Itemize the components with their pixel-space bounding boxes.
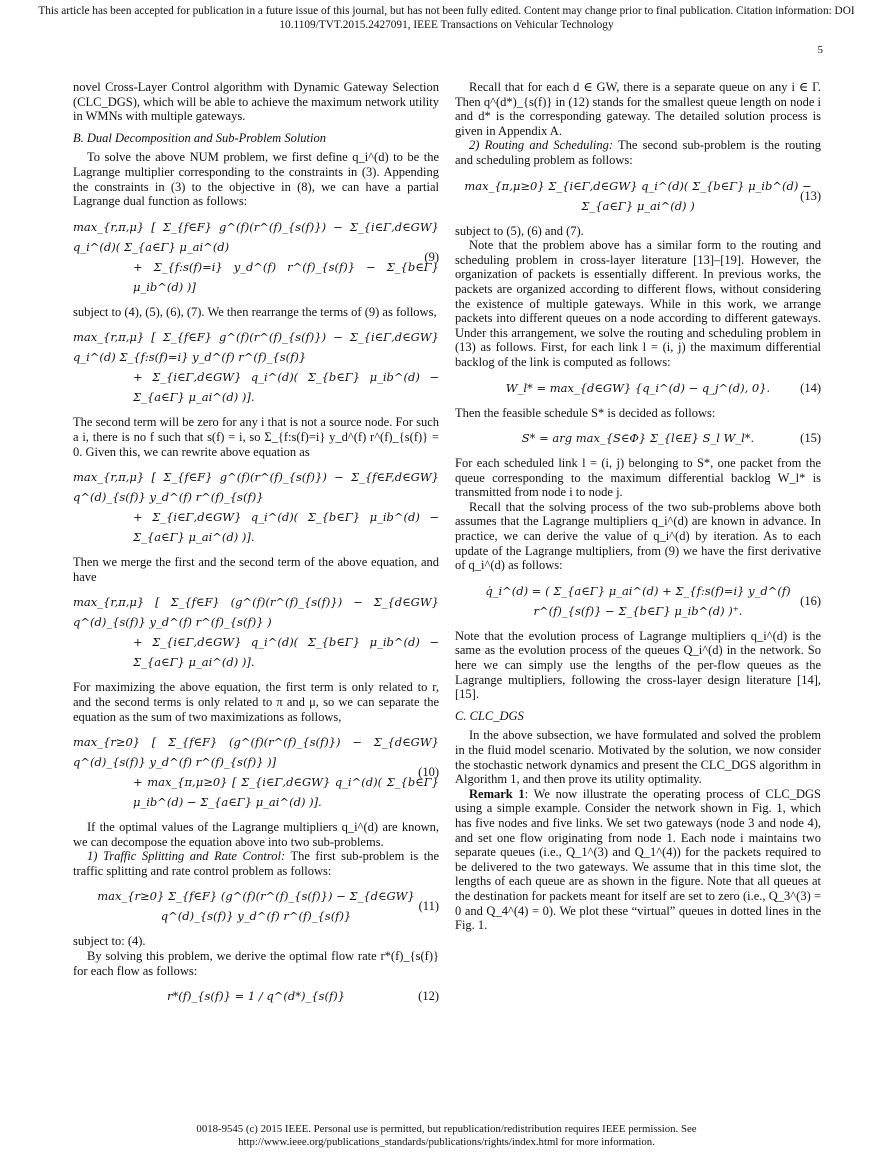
equation-number: (10) [418,765,439,780]
equation-11 [73,886,439,926]
equation-16 [455,581,821,621]
equation-line: W_l* = max_{d∈GW} {q_i^(d) − q_j^(d), 0}. [505,380,771,395]
paragraph-text: The second sub-problem is the routing and scheduling problem as follows: [455,138,821,167]
equation-line: max_{r≥0} [ Σ_{f∈F} (g^(f)(r^(f)_{s(f)}) − Σ_{d∈GW} q^(d)_{s(f)} y_d^(f) r^(f)_{s(f)} )] [73,735,439,770]
footer-line-2: http://www.ieee.org/publications_standards/publications/rights/index.html for more information. [238,1136,655,1148]
paragraph: Note that the evolution process of Lagrange multipliers q_i^(d) is the same as the evolution process of the queues Q_i^(d) in the network. So here we can simply use the lengths of the per-flow queues as the Lagrange multipliers, following the cross-layer design literature [14], [15]. [455,628,821,702]
remark-label: Remark 1 [469,786,525,801]
equation-line: + Σ_{i∈Γ,d∈GW} q_i^(d)( Σ_{b∈Γ} μ_ib^(d) − Σ_{a∈Γ} μ_ai^(d) )]. [133,510,439,545]
paragraph: novel Cross-Layer Control algorithm with Dynamic Gateway Selection (CLC_DGS), which will be able to achieve the maximum network utility in WMNs with multiple gateways. [73,80,439,124]
equation-number: (13) [800,188,821,203]
paragraph: If the optimal values of the Lagrange multipliers q_i^(d) are known, we can decompose the equation above into two sub-problems. [73,820,439,849]
paragraph: Note that the problem above has a similar form to the routing and scheduling problem in cross-layer literature [13]–[19]. However, the organization of packets is essentially different. In previous works, the packets are organized according to different flows, without considering the existence of multiple gateways. While in this work, we arrange packets into different queues on a node according to different gateways. Under this arrangement, we solve the routing and scheduling problem in (13) as follows. First, for each link l = (i, j) the maximum differential backlog of the link is computed as follows: [455,238,821,369]
paragraph: In the above subsection, we have formulated and solved the problem in the fluid model scenario. Motivated by the solution, we now consider the stochastic network dynamics and present the CLC_DGS algorithm in Algorithm 1, and then prove its utility optimality. [455,728,821,787]
equation-line: + Σ_{i∈Γ,d∈GW} q_i^(d)( Σ_{b∈Γ} μ_ib^(d) − Σ_{a∈Γ} μ_ai^(d) )]. [133,370,439,405]
page-number: 5 [817,44,823,56]
equation-12 [73,986,439,1006]
subsection-heading: 1) Traffic Splitting and Rate Control: [87,849,286,864]
equation-line: max_{r,π,μ} [ Σ_{f∈F} g^(f)(r^(f)_{s(f)}) − Σ_{f∈F,d∈GW} q^(d)_{s(f)} y_d^(f) r^(f)_{s(f)} [73,470,439,505]
equation-line: max_{r,π,μ} [ Σ_{f∈F} (g^(f)(r^(f)_{s(f)}) − Σ_{d∈GW} q^(d)_{s(f)} y_d^(f) r^(f)_{s(f)} ) [73,595,439,630]
equation-line: max_{r,π,μ} [ Σ_{f∈F} g^(f)(r^(f)_{s(f)}) − Σ_{i∈Γ,d∈GW} q_i^(d)( Σ_{a∈Γ} μ_ai^(d) [73,219,439,254]
paragraph: To solve the above NUM problem, we first define q_i^(d) to be the Lagrange multiplier corresponding to the constraints in (3). Appending the constraints in (3) to the objective in (8), we can have a partial Lagrange dual function as follows: [73,150,439,209]
equation-number: (15) [800,431,821,446]
paragraph [455,787,821,933]
equation-number: (12) [418,989,439,1004]
right-column [455,80,821,933]
equation-number: (16) [800,593,821,608]
equation-number: (9) [424,249,439,264]
paragraph: The second term will be zero for any i that is not a source node. For such a i, there is no f such that s(f) = i, so Σ_{f:s(f)=i} y_d^(f) r^(f)_{s(f)} = 0. Given this, we can rewrite above equation as [73,415,439,459]
equation-15 [455,428,821,448]
equation-unnumbered [73,467,439,547]
left-column [73,80,439,1014]
paragraph-text: : We now illustrate the operating process of CLC_DGS using a simple example. Consider the network shown in Fig. 1, which has five nodes and five links. We set two gateways (node 3 and node 4), and set one flow originating from node 1. Each node i maintains two separate queues (i.e., Q_1^(3) and Q_1^(4)) for the packets required to be delivered to the two gateways. We assume that in this time slot, the lengths of each queue are as shown in the figure. Note that all queues at the destination for packets meant for itself are set to zero (i.e., Q_3^(3) = 0 and Q_4^(4) = 0). We plot these “virtual” queues in dotted lines in the Fig. 1. [455,786,821,933]
equation-line: max_{r≥0} Σ_{f∈F} (g^(f)(r^(f)_{s(f)}) − Σ_{d∈GW} q^(d)_{s(f)} y_d^(f) r^(f)_{s(f)} [97,889,415,924]
equation-line: r*(f)_{s(f)} = 1 / q^(d*)_{s(f)} [166,989,346,1004]
journal-notice [10,4,883,32]
subsection-heading: 2) Routing and Scheduling: [469,138,614,153]
equation-line: + Σ_{f:s(f)=i} y_d^(f) r^(f)_{s(f)} − Σ_{b∈Γ} μ_ib^(d) )] [133,259,439,294]
paragraph: Recall that the solving process of the two sub-problems above both assumes that the Lagrange multipliers q_i^(d) are known in advance. In practice, we can derive the value of q_i^(d) by iteration. As to each update of the Lagrange multipliers, from (9) we have the first derivative of q_i^(d) as follows: [455,499,821,573]
paragraph: subject to: (4). [73,934,146,949]
paragraph: Then we merge the first and the second term of the above equation, and have [73,555,439,584]
equation-line: max_{π,μ≥0} Σ_{i∈Γ,d∈GW} q_i^(d)( Σ_{b∈Γ} μ_ib^(d) − Σ_{a∈Γ} μ_ai^(d) ) [464,178,812,213]
section-heading-c: C. CLC_DGS [455,708,524,723]
paragraph: subject to (4), (5), (6), (7). We then rearrange the terms of (9) as follows, [73,304,437,319]
equation-number: (14) [800,380,821,395]
paragraph [455,138,821,167]
equation-14 [455,378,821,398]
paragraph: For each scheduled link l = (i, j) belonging to S*, one packet from the queue corresponding to the maximum differential backlog W_l* is transmitted from node i to node j. [455,456,821,500]
equation-line: + Σ_{i∈Γ,d∈GW} q_i^(d)( Σ_{b∈Γ} μ_ib^(d) − Σ_{a∈Γ} μ_ai^(d) )]. [133,635,439,670]
paragraph: Then the feasible schedule S* is decided as follows: [455,405,716,420]
equation-number: (11) [418,899,439,914]
notice-line-2: 10.1109/TVT.2015.2427091, IEEE Transactions on Vehicular Technology [279,19,614,31]
equation-line: + max_{π,μ≥0} [ Σ_{i∈Γ,d∈GW} q_i^(d)( Σ_{b∈Γ} μ_ib^(d) − Σ_{a∈Γ} μ_ai^(d) )]. [133,775,439,810]
paragraph: Recall that for each d ∈ GW, there is a separate queue on any i ∈ Γ. Then q^(d*)_{s(f)} in (12) stands for the smallest queue length on node i and d* is the corresponding gateway. The detailed solution process is given in Appendix A. [455,80,821,138]
equation-13 [455,176,821,216]
equation-10 [73,732,439,812]
equation-unnumbered [73,327,439,407]
section-heading-b: B. Dual Decomposition and Sub-Problem Solution [73,130,326,145]
equation-line: S* = arg max_{S∈Φ} Σ_{l∈E} S_l W_l*. [521,431,755,446]
paragraph [73,849,439,878]
notice-line-1: This article has been accepted for publication in a future issue of this journal, but has not been fully edited. Content may change prior to final publication. Citation information: DOI [38,5,855,17]
equation-unnumbered [73,592,439,672]
paragraph: By solving this problem, we derive the optimal flow rate r*(f)_{s(f)} for each flow as follows: [73,949,439,978]
equation-line: max_{r,π,μ} [ Σ_{f∈F} g^(f)(r^(f)_{s(f)}) − Σ_{i∈Γ,d∈GW} q_i^(d) Σ_{f:s(f)=i} y_d^(f) r^(f)_{s(f)} [73,330,439,365]
paragraph: For maximizing the above equation, the first term is only related to r, and the second terms is only related to π and μ, so we can separate the equation as the sum of two maximizations as follows, [73,680,439,724]
copyright-footer [10,1123,883,1149]
equation-line: q̇_i^(d) = ( Σ_{a∈Γ} μ_ai^(d) + Σ_{f:s(f)=i} y_d^(f) r^(f)_{s(f)} − Σ_{b∈Γ} μ_ib^(d) )⁺. [485,583,791,618]
footer-line-1: 0018-9545 (c) 2015 IEEE. Personal use is permitted, but republication/redistribution requires IEEE permission. See [196,1123,697,1135]
paragraph-text: The first sub-problem is the traffic splitting and rate control problem as follows: [73,849,440,878]
paragraph: subject to (5), (6) and (7). [455,223,584,238]
equation-9 [73,217,439,297]
